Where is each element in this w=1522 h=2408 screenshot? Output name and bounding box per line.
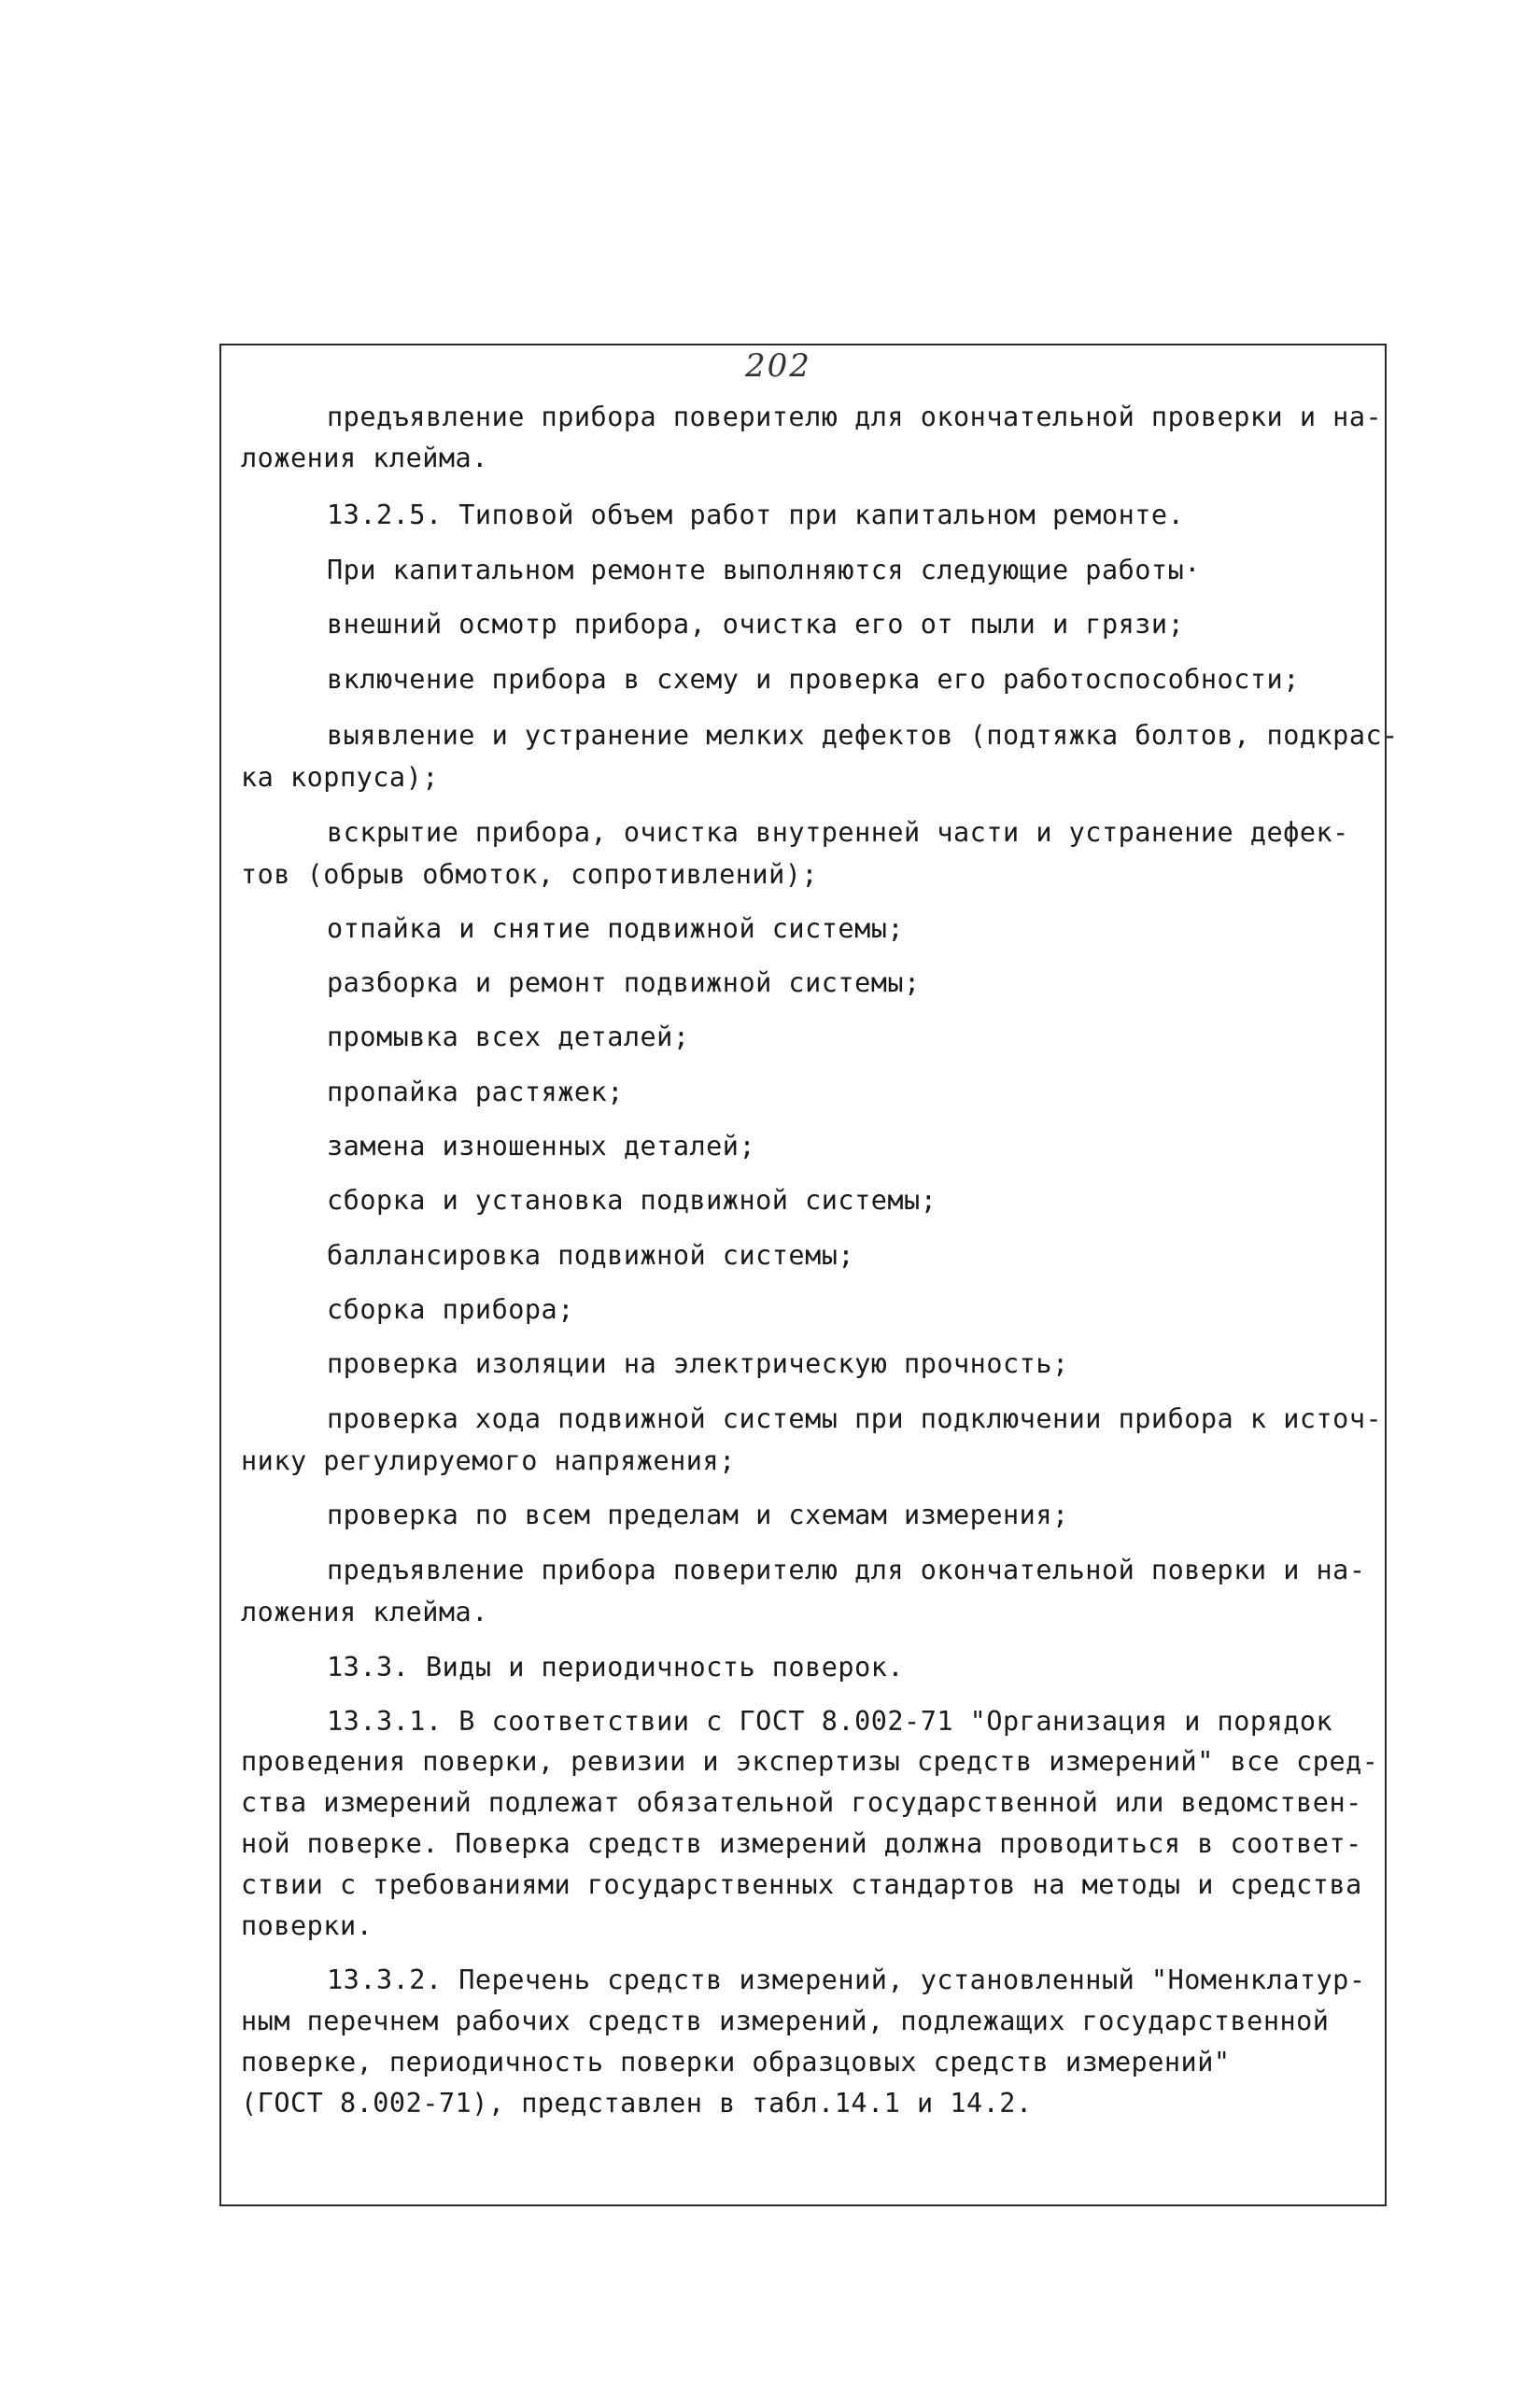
list-item: выявление и устранение мелких дефектов (подтяжка болтов, подкрас-	[327, 720, 1399, 751]
list-item: проверка по всем пределам и схемам измерения;	[327, 1500, 1069, 1530]
list-item: сборка и установка подвижной системы;	[327, 1185, 937, 1216]
list-item: пропайка растяжек;	[327, 1077, 624, 1107]
list-item: внешний осмотр прибора, очистка его от пыли и грязи;	[327, 609, 1185, 640]
list-item: включение прибора в схему и проверка его работоспособности;	[327, 664, 1300, 695]
list-item: сборка прибора;	[327, 1294, 574, 1325]
page-number: 202	[745, 347, 811, 385]
list-item: разборка и ремонт подвижной системы;	[327, 967, 921, 998]
text-line: ным перечнем рабочих средств измерений, подлежащих государственной	[241, 2006, 1330, 2036]
text-line: поверки.	[241, 1910, 373, 1941]
list-item: замена изношенных деталей;	[327, 1131, 756, 1162]
text-line: ложения клейма.	[241, 443, 488, 473]
text-line: 13.3.2. Перечень средств измерений, установленный "Номенклатур-	[327, 1964, 1366, 1995]
list-item: проверка изоляции на электрическую прочность;	[327, 1348, 1069, 1379]
list-item-continuation: ложения клейма.	[241, 1597, 488, 1627]
list-item: вскрытие прибора, очистка внутренней части и устранение дефек-	[327, 817, 1349, 848]
list-item: отпайка и снятие подвижной системы;	[327, 913, 905, 944]
list-item: предъявление прибора поверителю для окончательной поверки и на-	[327, 1555, 1366, 1585]
list-item: промывка всех деталей;	[327, 1021, 690, 1052]
text-line: ной поверке. Поверка средств измерений должна проводиться в соответ-	[241, 1828, 1362, 1859]
text-line: При капитальном ремонте выполняются следующие работы·	[327, 555, 1201, 585]
text-line: поверке, периодичность поверки образцовых средств измерений"	[241, 2047, 1231, 2077]
list-item: баллансировка подвижной системы;	[327, 1240, 855, 1271]
list-item-continuation: нику регулируемого напряжения;	[241, 1445, 736, 1476]
text-line: ствии с требованиями государственных стандартов на методы и средства	[241, 1869, 1362, 1900]
list-item: проверка хода подвижной системы при подключении прибора к источ-	[327, 1403, 1383, 1434]
text-line: предъявление прибора поверителю для окончательной проверки и на-	[327, 401, 1383, 432]
text-line: ства измерений подлежат обязательной государственной или ведомствен-	[241, 1787, 1362, 1818]
section-heading: 13.2.5. Типовой объем работ при капитальном ремонте.	[327, 500, 1185, 530]
list-item-continuation: ка корпуса);	[241, 762, 439, 793]
list-item-continuation: тов (обрыв обмоток, сопротивлений);	[241, 859, 819, 890]
text-line: 13.3.1. В соответствии с ГОСТ 8.002-71 "Организация и порядок	[327, 1706, 1333, 1737]
text-line: (ГОСТ 8.002-71), представлен в табл.14.1 и 14.2.	[241, 2088, 1033, 2119]
section-heading: 13.3. Виды и периодичность поверок.	[327, 1652, 905, 1683]
text-line: проведения поверки, ревизии и экспертизы средств измерений" все сред-	[241, 1746, 1379, 1777]
